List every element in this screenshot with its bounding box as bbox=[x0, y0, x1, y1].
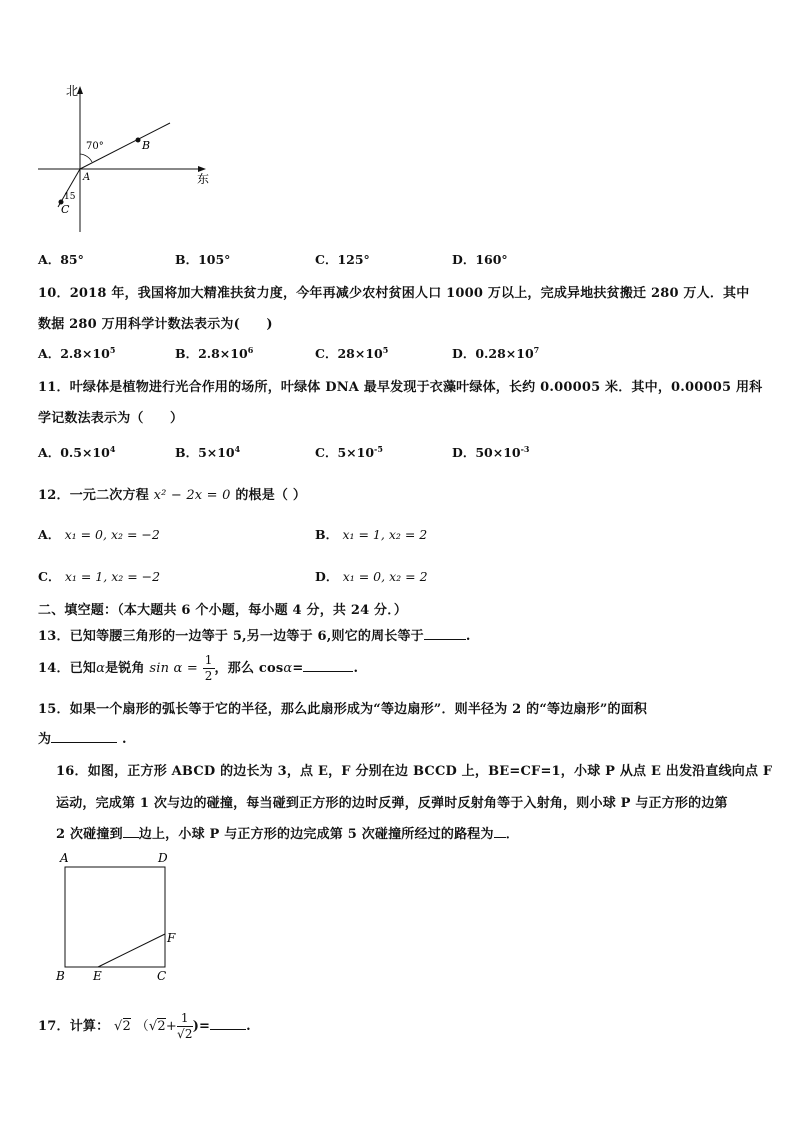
q14-mid1: 是锐角 bbox=[105, 661, 145, 676]
east-label: 东 bbox=[197, 172, 210, 186]
q16-line2: 运动，完成第 1 次与边的碰撞，每当碰到正方形的边时反弹，反弹时反射角等于入射角，则小球 P 与正方形的边第 bbox=[56, 796, 728, 811]
q15-line1: 15．如果一个扇形的弧长等于它的半径，那么此扇形成为“等边扇形”．则半径为 2 的“等边扇形”的面积 bbox=[38, 702, 648, 717]
q12-option-d[interactable] bbox=[315, 567, 428, 585]
q17-eq: )= bbox=[192, 1019, 211, 1034]
q12-option-a-label: A． bbox=[38, 527, 61, 542]
q12-option-b[interactable] bbox=[315, 525, 427, 543]
q17-open-paren: （√2+ bbox=[135, 1019, 177, 1034]
q10-option-d[interactable] bbox=[452, 344, 539, 362]
q16-answer-blank-2[interactable] bbox=[494, 837, 506, 838]
q12-option-c-math: x₁ = 1, x₂ = −2 bbox=[64, 569, 161, 584]
q11-option-a[interactable] bbox=[38, 443, 115, 461]
q12-prefix: 12．一元二次方程 bbox=[38, 488, 149, 503]
q15-line2 bbox=[38, 728, 127, 747]
point-b-label: B bbox=[142, 139, 151, 152]
q17-sqrt2-outer: √2 bbox=[114, 1019, 131, 1034]
label-f: F bbox=[167, 931, 176, 945]
q12-option-a[interactable] bbox=[38, 525, 160, 543]
q14-frac-den: 2 bbox=[204, 669, 213, 683]
q11-option-d-text: D．50×10 bbox=[452, 445, 521, 460]
q11-line2: 学记数法表示为（ ） bbox=[38, 411, 184, 426]
q12-equation: x² − 2x = 0 bbox=[153, 488, 231, 503]
q17-answer-blank[interactable] bbox=[210, 1029, 246, 1030]
q17-fraction bbox=[177, 1011, 193, 1042]
q11-option-c-text: C．5×10 bbox=[315, 445, 375, 460]
q10-option-d-text: D．0.28×10 bbox=[452, 346, 534, 361]
q14-prefix: 14．已知 bbox=[38, 661, 97, 676]
point-b-dot bbox=[136, 138, 141, 143]
q17-frac-den: √2 bbox=[177, 1027, 193, 1041]
q9-option-d[interactable]: D．160° bbox=[452, 252, 508, 267]
compass-figure bbox=[30, 80, 220, 240]
label-c: C bbox=[157, 969, 167, 983]
q13-end: . bbox=[465, 629, 471, 644]
q17-prefix: 17．计算： bbox=[38, 1019, 110, 1034]
label-e: E bbox=[93, 969, 102, 983]
q14-frac-num: 1 bbox=[204, 653, 213, 667]
q14-line bbox=[38, 652, 358, 686]
q12-option-c[interactable] bbox=[38, 567, 160, 585]
q11-option-d[interactable] bbox=[452, 443, 530, 461]
angle-arc bbox=[80, 154, 92, 162]
q17-line bbox=[38, 1010, 251, 1044]
q10-option-c[interactable] bbox=[315, 344, 388, 362]
q16-line3-part3: ． bbox=[505, 827, 519, 842]
q10-option-b[interactable] bbox=[175, 344, 253, 362]
q12-option-d-math: x₁ = 0, x₂ = 2 bbox=[342, 569, 428, 584]
q15-prefix: 为 bbox=[38, 732, 52, 747]
q9-option-b[interactable]: B．105° bbox=[175, 252, 231, 267]
q16-answer-blank-1[interactable] bbox=[123, 837, 139, 838]
q10-line1: 10．2018 年，我国将加大精准扶贫力度，今年再减少农村贫困人口 1000 万以上，完成异地扶贫搬迁 280 万人．其中 bbox=[38, 286, 750, 301]
q16-line1: 16．如图，正方形 ABCD 的边长为 3，点 E，F 分别在边 BCCD 上，BE=CF=1，小球 P 从点 E 出发沿直线向点 F bbox=[56, 764, 773, 779]
q12-option-d-label: D． bbox=[315, 569, 339, 584]
q10-option-c-exp: 5 bbox=[382, 344, 389, 355]
q9-option-a[interactable]: A．85° bbox=[38, 252, 84, 267]
point-a-label: A bbox=[83, 172, 91, 183]
section2-heading: 二、填空题：（本大题共 6 个小题，每小题 4 分，共 24 分．） bbox=[38, 603, 408, 618]
q17-sqrt2-value: 2 bbox=[122, 1019, 131, 1034]
q17-frac-den-value: 2 bbox=[184, 1027, 193, 1041]
q15-end: . bbox=[121, 732, 127, 747]
q10-line2: 数据 280 万用科学计数法表示为( ) bbox=[38, 317, 273, 332]
q11-option-a-exp: 4 bbox=[109, 443, 116, 454]
angle-15-label: 15 bbox=[64, 192, 76, 202]
label-d: D bbox=[158, 851, 168, 865]
q14-mid2: ，那么 cos bbox=[214, 661, 284, 676]
q11-option-a-text: A．0.5×10 bbox=[38, 445, 110, 460]
q14-eq: = bbox=[292, 661, 304, 676]
q11-option-d-exp: -3 bbox=[520, 443, 530, 454]
q10-option-a-text: A．2.8×10 bbox=[38, 346, 110, 361]
q17-frac-num: 1 bbox=[177, 1011, 193, 1027]
q10-option-b-text: B．2.8×10 bbox=[175, 346, 248, 361]
north-label: 北 bbox=[66, 84, 79, 98]
label-a: A bbox=[60, 851, 69, 865]
q13-line bbox=[38, 625, 471, 644]
q17-sqrt2-inner: 2 bbox=[157, 1019, 166, 1034]
q13-answer-blank[interactable] bbox=[424, 639, 466, 640]
segment-ef bbox=[98, 934, 165, 967]
q12-suffix: 的根是（ ） bbox=[235, 488, 307, 503]
q10-option-a-exp: 5 bbox=[109, 344, 116, 355]
point-c-label: C bbox=[61, 203, 70, 216]
q11-option-b[interactable] bbox=[175, 443, 240, 461]
q9-option-c[interactable]: C．125° bbox=[315, 252, 370, 267]
q17-end: . bbox=[246, 1019, 251, 1034]
q14-alpha2: α bbox=[283, 661, 293, 676]
q11-option-b-text: B．5×10 bbox=[175, 445, 235, 460]
q14-end: . bbox=[353, 661, 359, 676]
q14-sin-text: sin α = bbox=[149, 661, 198, 676]
q12-option-b-math: x₁ = 1, x₂ = 2 bbox=[342, 527, 428, 542]
q12-option-a-math: x₁ = 0, x₂ = −2 bbox=[64, 527, 160, 542]
q10-option-b-exp: 6 bbox=[247, 344, 254, 355]
q11-option-c[interactable] bbox=[315, 443, 383, 461]
q15-answer-blank[interactable] bbox=[51, 742, 117, 743]
q12-stem bbox=[38, 484, 306, 503]
q12-option-b-label: B． bbox=[315, 527, 339, 542]
q16-line3 bbox=[56, 823, 519, 842]
q11-line1: 11．叶绿体是植物进行光合作用的场所，叶绿体 DNA 最早发现于衣藻叶绿体，长约 0.00005 米．其中，0.00005 用科 bbox=[38, 380, 763, 395]
q13-text: 13．已知等腰三角形的一边等于 5,另一边等于 6,则它的周长等于 bbox=[38, 629, 424, 644]
q12-option-c-label: C． bbox=[38, 569, 61, 584]
q14-fraction bbox=[203, 653, 215, 684]
q14-alpha: α bbox=[96, 661, 106, 676]
q16-line3-part1: 2 次碰撞到 bbox=[56, 827, 123, 842]
square-figure bbox=[50, 848, 190, 984]
q11-option-b-exp: 4 bbox=[234, 443, 241, 454]
square-abcd bbox=[65, 867, 165, 967]
q16-line3-part2: 边上，小球 P 与正方形的边完成第 5 次碰撞所经过的路程为 bbox=[138, 827, 494, 842]
q10-option-c-text: C．28×10 bbox=[315, 346, 383, 361]
label-b: B bbox=[56, 969, 65, 983]
angle-70-label: 70° bbox=[86, 141, 104, 152]
q10-option-d-exp: 7 bbox=[533, 344, 540, 355]
q14-answer-blank[interactable] bbox=[303, 671, 353, 672]
q11-option-c-exp: -5 bbox=[374, 443, 383, 454]
q10-option-a[interactable] bbox=[38, 344, 115, 362]
